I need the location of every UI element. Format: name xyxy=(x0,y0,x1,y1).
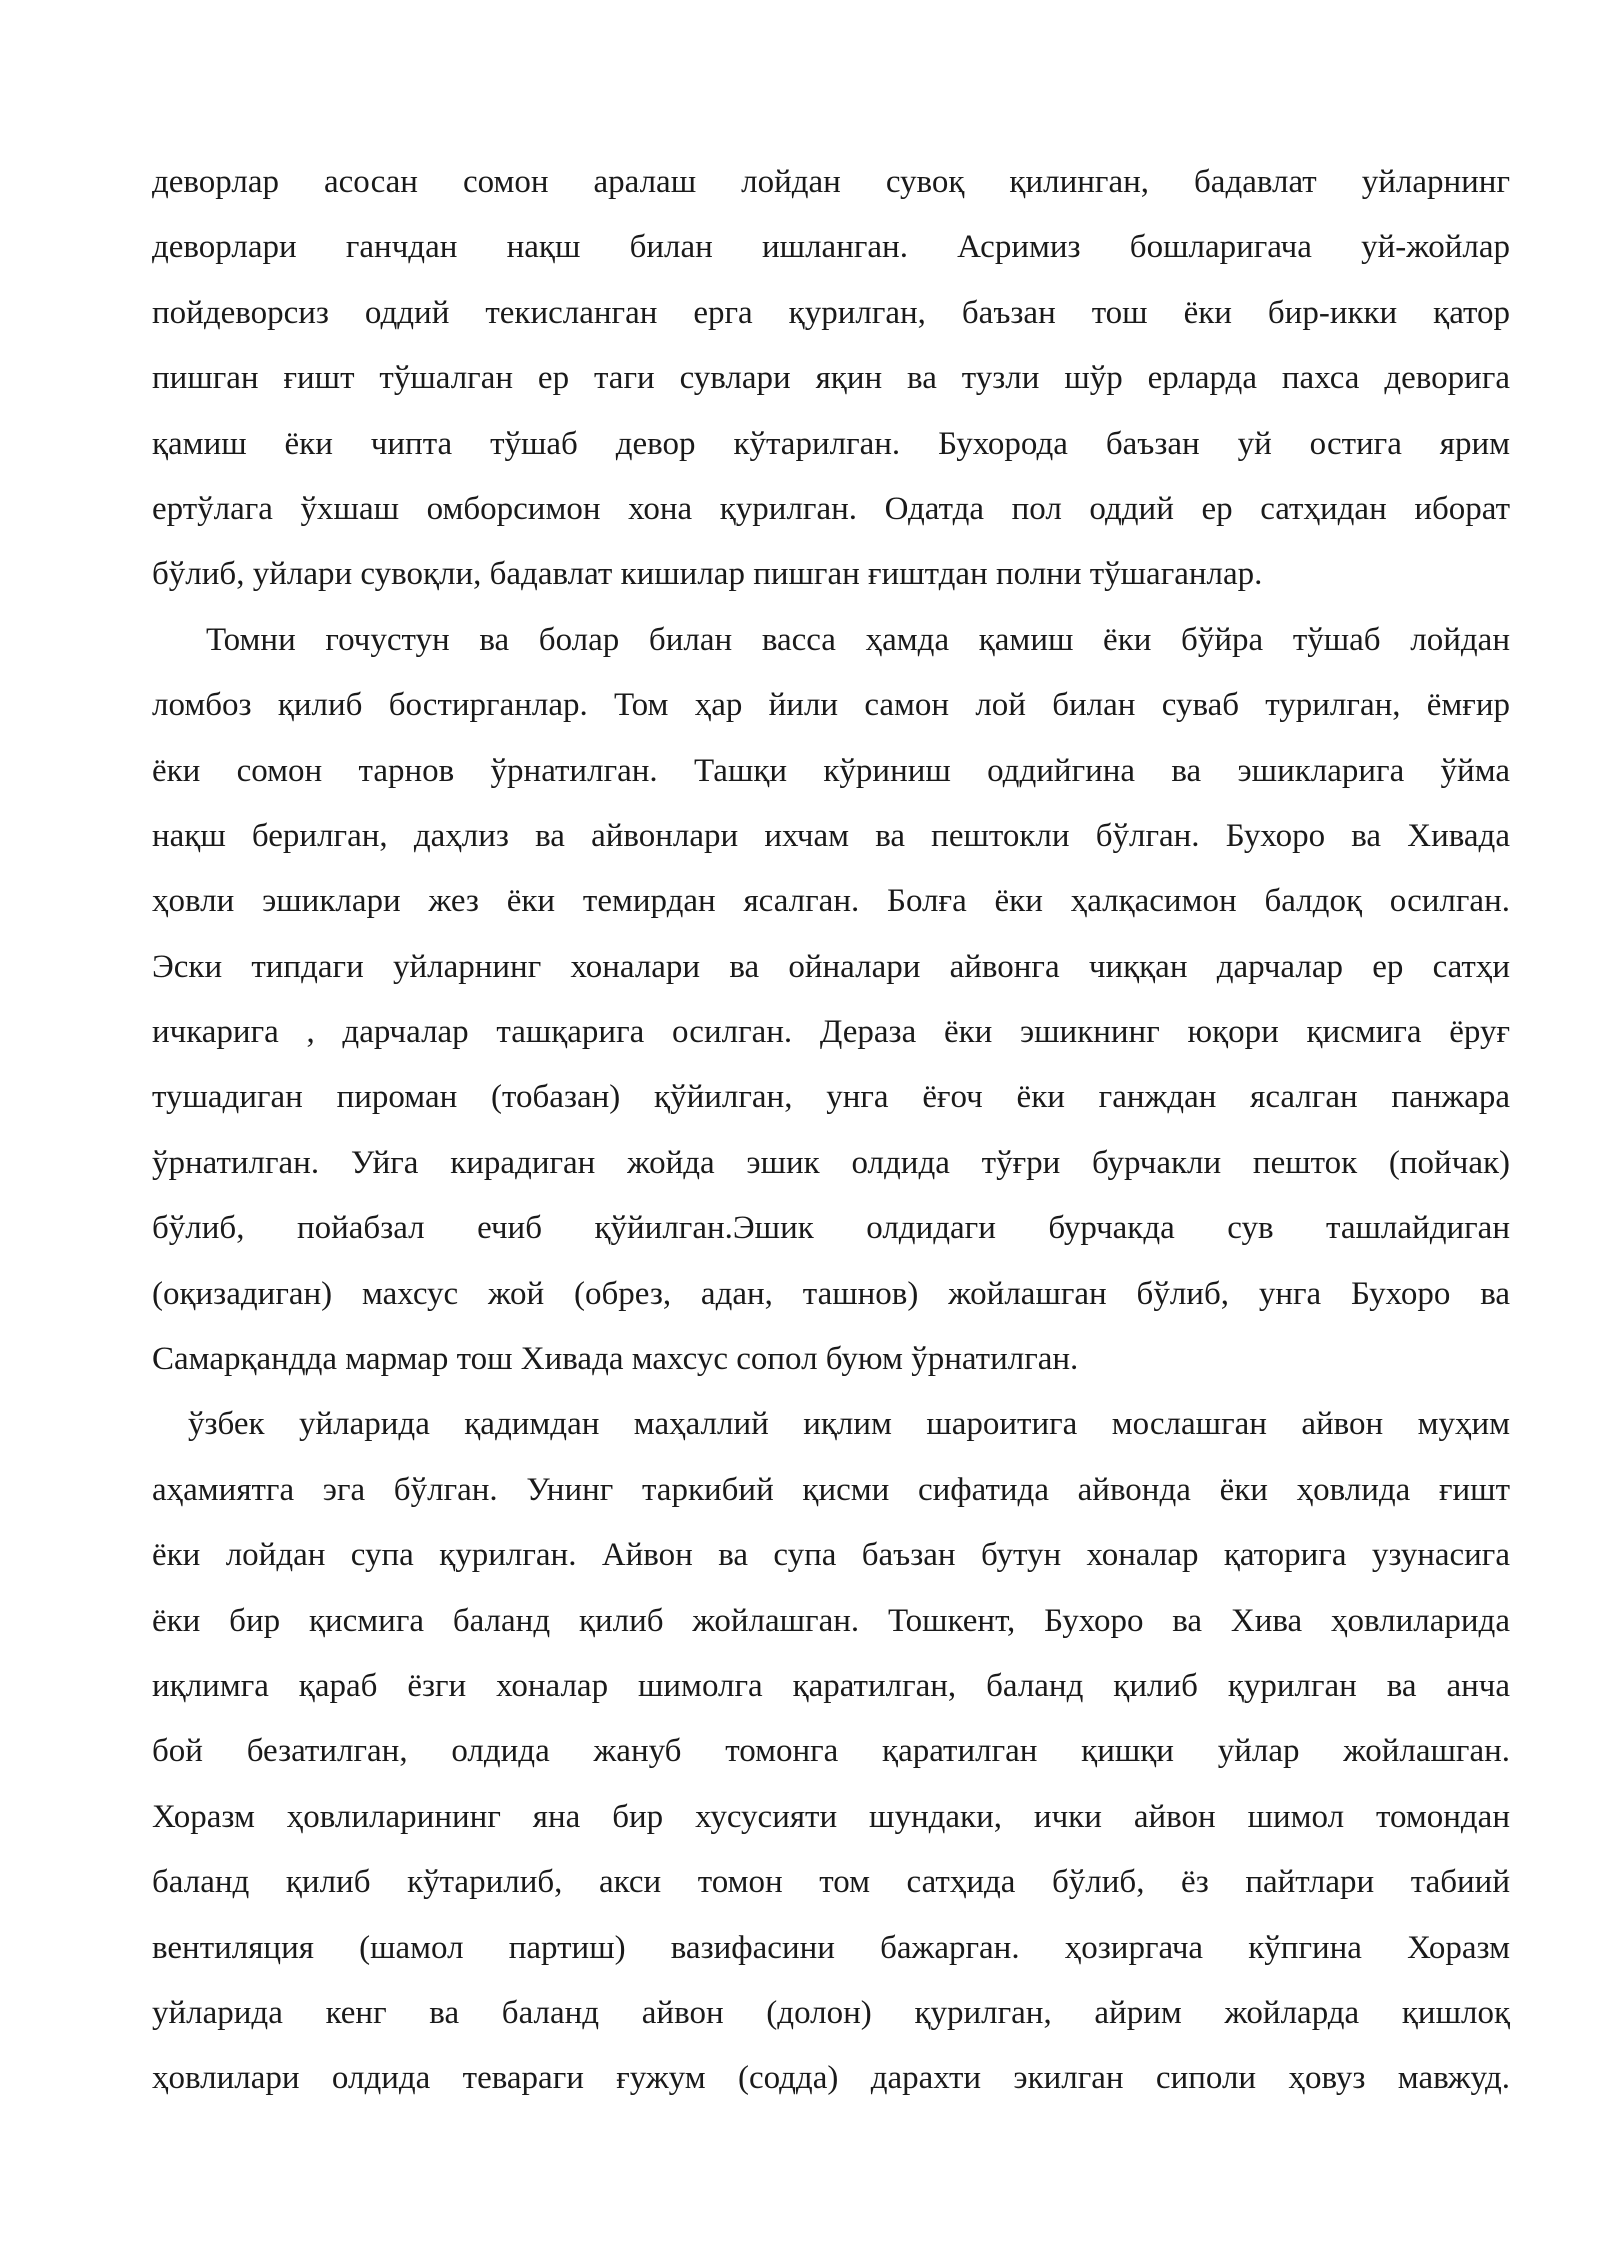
text-line: аҳамиятга эга бўлган. Унинг таркибий қисми сифатида айвонда ёки ҳовлида ғишт xyxy=(152,1471,1510,1508)
text-line: иқлимга қараб ёзги хоналар шимолга қаратилган, баланд қилиб қурилган ва анча xyxy=(152,1667,1510,1704)
text-line: бўлиб, уйлари сувоқли, бадавлат кишилар пишган ғиштдан полни тўшаганлар. xyxy=(152,556,1263,593)
text-line: ломбоз қилиб бостирганлар. Том ҳар йили самон лой билан суваб турилган, ёмғир xyxy=(152,687,1510,724)
text-line: (оқизадиган) махсус жой (обрез, адан, ташнов) жойлашган бўлиб, унга Бухоро ва xyxy=(152,1275,1510,1312)
text-line: Самарқандда мармар тош Хивада махсус сопол буюм ўрнатилган. xyxy=(152,1341,1079,1378)
body-text xyxy=(152,150,1510,2112)
text-line: ёки сомон тарнов ўрнатилган. Ташқи кўриниш оддийгина ва эшикларига ўйма xyxy=(152,752,1510,789)
text-line: нақш берилган, даҳлиз ва айвонлари ихчам ва пештокли бўлган. Бухоро ва Хивада xyxy=(152,817,1510,854)
text-line: ўзбек уйларида қадимдан маҳаллий иқлим шароитига мослашган айвон муҳим xyxy=(188,1406,1510,1443)
text-line: қамиш ёки чипта тўшаб девор кўтарилган. Бухорода баъзан уй остига ярим xyxy=(152,425,1510,462)
text-line: Эски типдаги уйларнинг хоналари ва ойналари айвонга чиққан дарчалар ер сатҳи xyxy=(152,948,1510,985)
text-line: баланд қилиб кўтарилиб, акси томон том сатҳида бўлиб, ёз пайтлари табиий xyxy=(152,1864,1510,1901)
text-line: Хоразм ҳовлиларининг яна бир хусусияти шундаки, ички айвон шимол томондан xyxy=(152,1798,1510,1835)
text-line: ҳовли эшиклари жез ёки темирдан ясалган. Болға ёки ҳалқасимон балдоқ осилган. xyxy=(152,883,1510,920)
text-line: бой безатилган, олдида жануб томонга қаратилган қишқи уйлар жойлашган. xyxy=(152,1733,1510,1770)
text-line: Томни гочустун ва болар билан васса ҳамда қамиш ёки бўйра тўшаб лойдан xyxy=(206,621,1510,658)
text-line: ҳовлилари олдида тевараги ғужум (содда) дарахти экилган сиполи ҳовуз мавжуд. xyxy=(152,2060,1510,2097)
text-line: ичкарига , дарчалар ташқарига осилган. Дераза ёки эшикнинг юқори қисмига ёруғ xyxy=(152,1014,1510,1051)
text-line: ертўлага ўхшаш омборсимон хона қурилган. Одатда пол оддий ер сатҳидан иборат xyxy=(152,490,1510,527)
text-line: пишган ғишт тўшалган ер таги сувлари яқин ва тузли шўр ерларда пахса деворига xyxy=(152,360,1510,397)
text-line: ўрнатилган. Уйга кирадиган жойда эшик олдида тўғри бурчакли пешток (пойчак) xyxy=(152,1144,1510,1181)
text-line: пойдеворсиз оддий текисланган ерга қурилган, баъзан тош ёки бир-икки қатор xyxy=(152,294,1510,331)
text-line: уйларида кенг ва баланд айвон (долон) қурилган, айрим жойларда қишлоқ xyxy=(152,1994,1510,2031)
text-line: деворлар асосан сомон аралаш лойдан сувоқ қилинган, бадавлат уйларнинг xyxy=(152,164,1510,200)
text-line: бўлиб, пойабзал ечиб қўйилган.Эшик олдидаги бурчакда сув ташлайдиган xyxy=(152,1210,1510,1247)
text-line: вентиляция (шамол партиш) вазифасини бажарган. ҳозиргача кўпгина Хоразм xyxy=(152,1929,1510,1966)
text-line: ёки бир қисмига баланд қилиб жойлашган. Тошкент, Бухоро ва Хива ҳовлиларида xyxy=(152,1602,1510,1639)
text-line: деворлари ганчдан нақш билан ишланган. Асримиз бошларигача уй-жойлар xyxy=(152,229,1510,266)
text-line: тушадиган пироман (тобазан) қўйилган, унга ёғоч ёки ганждан ясалган панжара xyxy=(152,1079,1510,1116)
text-line: ёки лойдан супа қурилган. Айвон ва супа баъзан бутун хоналар қаторига узунасига xyxy=(152,1537,1510,1574)
